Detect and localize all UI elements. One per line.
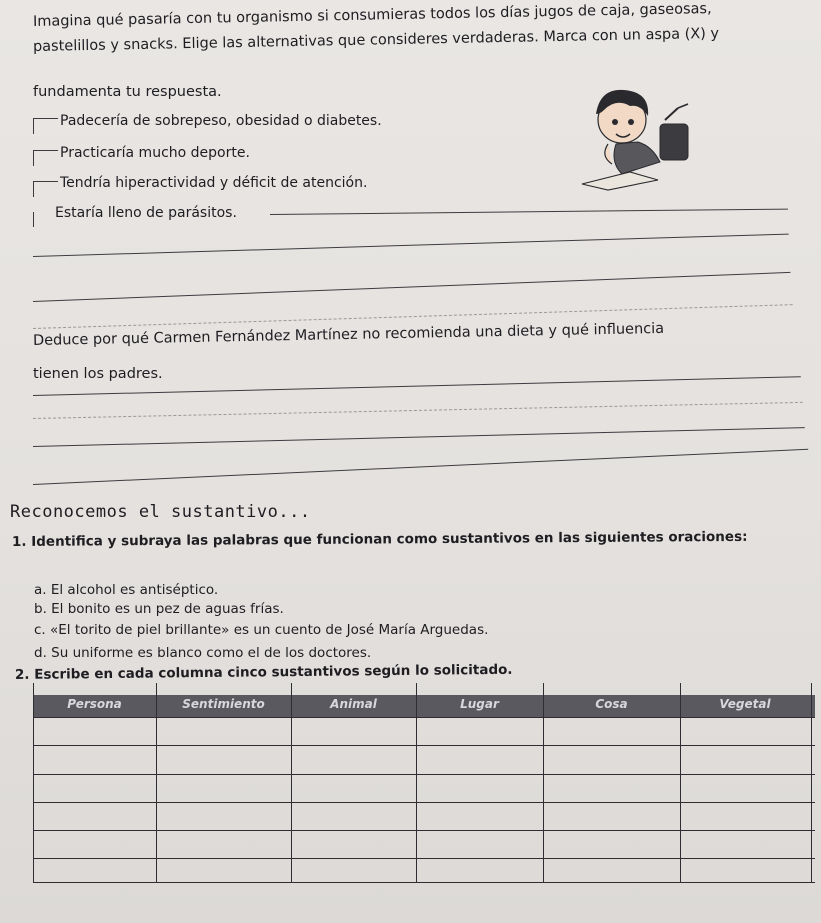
table-vline [811,683,812,883]
option-label-4: Estaría lleno de parásitos. [55,205,237,221]
table-vline [416,683,417,883]
answer-line-6[interactable] [33,449,808,485]
sentence-b: b. El bonito es un pez de aguas frías. [34,601,284,617]
table-row[interactable] [33,745,815,746]
sentence-d: d. Su uniforme es blanco como el de los doctores. [34,645,372,661]
header-sentimiento: Sentimiento [182,697,265,711]
table-row[interactable] [33,717,815,718]
header-lugar: Lugar [460,697,499,711]
faint-guide-line-2 [33,402,803,419]
table-row[interactable] [33,830,815,831]
question-line-1: Deduce por qué Carmen Fernández Martínez no recomienda una dieta y qué influencia [32,320,665,349]
table-vline [33,683,34,883]
intro-line-2: pastelillos y snacks. Elige las alternativas que consideres verdaderas. Marca con un aspa (X) y [32,25,720,55]
table-vline [291,683,292,883]
boy-illustration-icon [560,84,700,194]
activity-1-instruction: 1. Identifica y subraya las palabras que funcionan como sustantivos en las siguientes oraciones: [11,528,748,550]
nouns-table [33,683,815,883]
header-persona: Persona [67,697,122,711]
answer-line-2[interactable] [33,234,789,257]
option-label-1: Padecería de sobrepeso, obesidad o diabetes. [60,113,382,129]
option-checkbox-1[interactable] [33,118,58,134]
option-checkbox-3[interactable] [33,181,58,197]
table-row[interactable] [33,774,815,775]
table-row[interactable] [33,858,815,859]
answer-line-5[interactable] [33,427,805,447]
option-checkbox-2[interactable] [33,150,58,166]
header-vegetal: Vegetal [719,697,771,711]
option-label-2: Practicaría mucho deporte. [60,145,250,161]
table-vline [156,683,157,883]
answer-line-1[interactable] [270,209,788,215]
answer-line-3[interactable] [33,272,790,302]
header-cosa: Cosa [595,697,628,711]
header-animal: Animal [330,697,377,711]
section-heading: Reconocemos el sustantivo... [10,502,311,522]
question-line-2: tienen los padres. [33,366,163,382]
sentence-a: a. El alcohol es antiséptico. [34,582,219,598]
table-vline [543,683,544,883]
table-vline [680,683,681,883]
table-row[interactable] [33,802,815,803]
table-bottom-border [33,882,815,883]
sentence-c: c. «El torito de piel brillante» es un cuento de José María Arguedas. [34,622,489,638]
intro-line-1: Imagina qué pasaría con tu organismo si consumieras todos los días jugos de caja, gaseosas, [32,0,712,30]
intro-line-3: fundamenta tu respuesta. [33,84,222,100]
activity-2-instruction: 2. Escribe en cada columna cinco sustantivos según lo solicitado. [14,661,513,683]
option-label-3: Tendría hiperactividad y déficit de atención. [60,175,368,191]
